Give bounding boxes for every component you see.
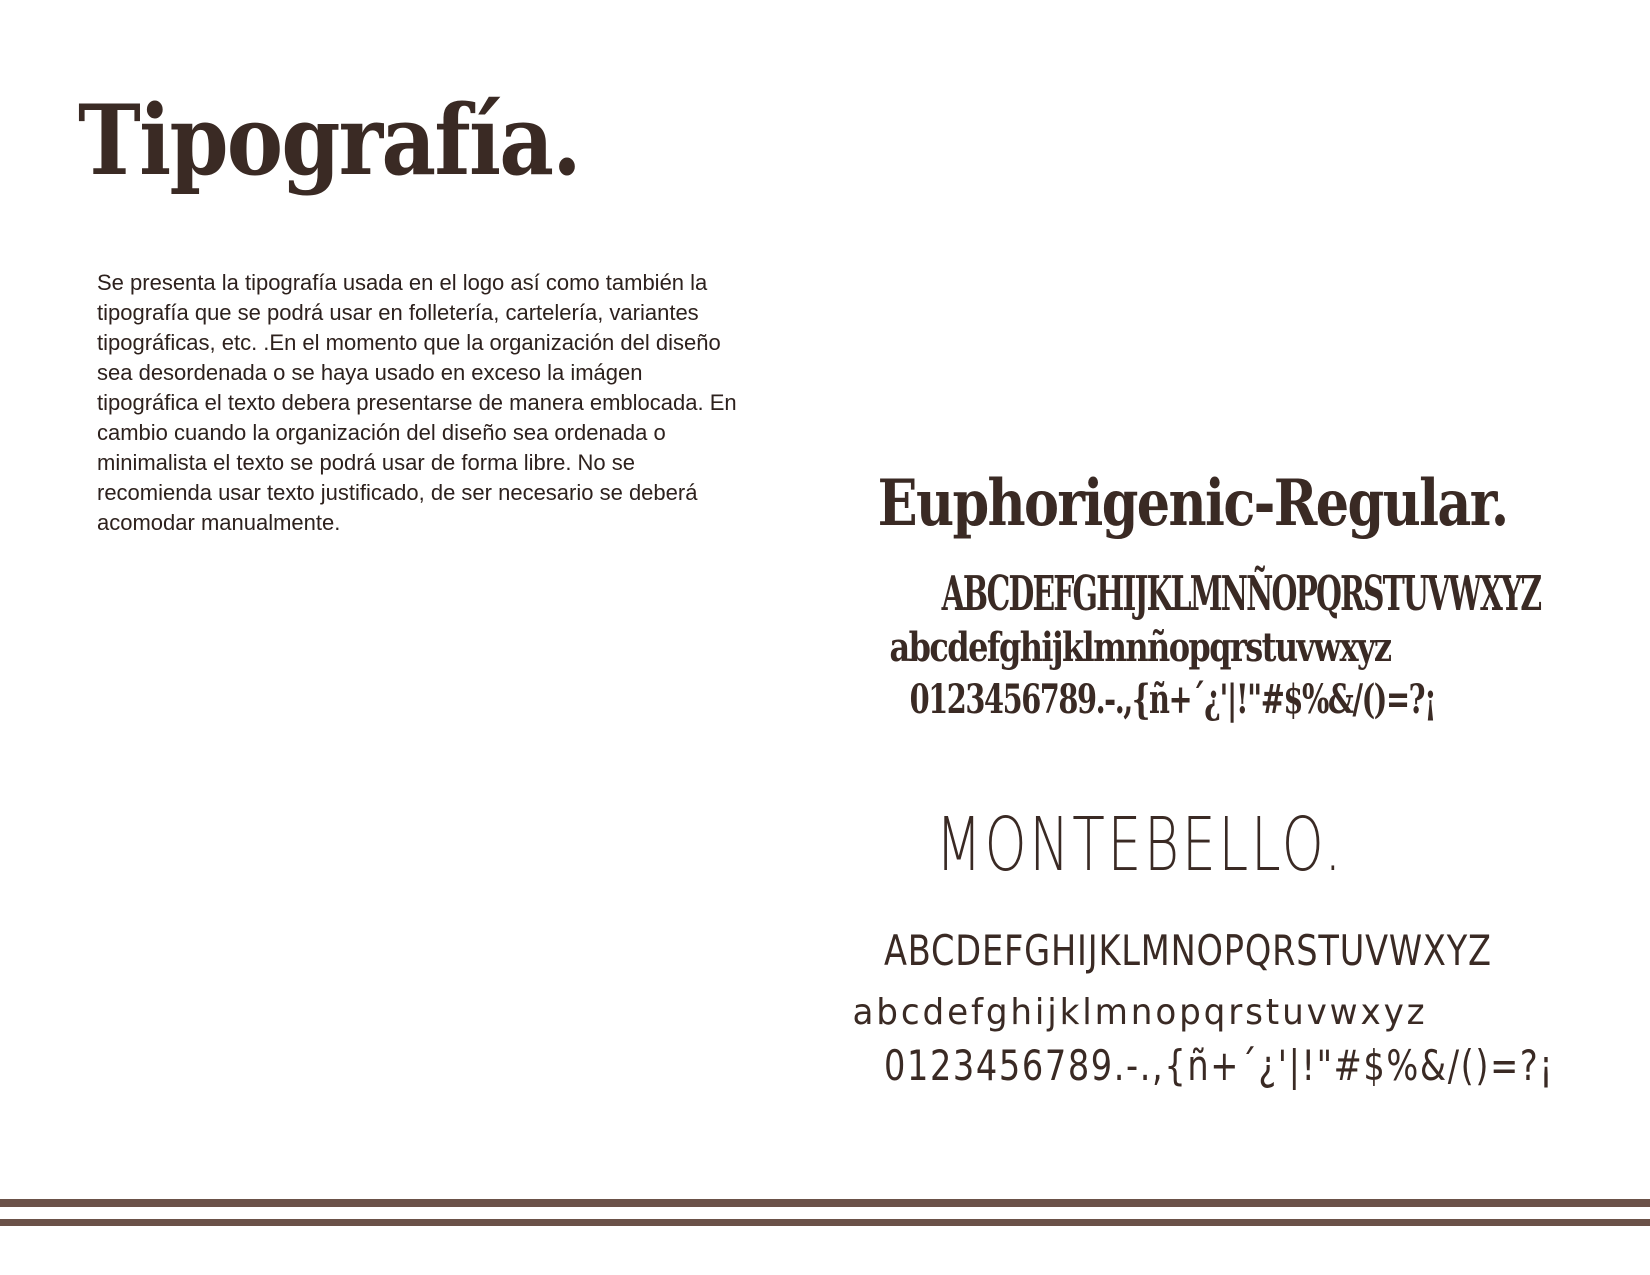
montebello-numbers-symbols: 0123456789.-.,{ñ+´¿'|!"#$%&/()=?¡ [884, 1041, 1555, 1090]
page-title: Tipografía. [78, 84, 580, 197]
euphorigenic-numbers-symbols: 0123456789.-.,{ñ+´¿'|!"#$%&/()=?¡ [909, 676, 1436, 723]
intro-paragraph: Se presenta la tipografía usada en el logo así como también la tipografía que se podrá usar en folletería, cartelería, variantes tipográficas, etc. .En el momento que la organización del diseño sea desordenada o se haya usado en exceso la imágen tipográfica el texto debera presentarse de manera emblocada. En cambio cuando la organización del diseño sea ordenada o minimalista el texto se podrá usar de forma libre. No se recomienda usar texto justificado, de ser necesario se deberá acomodar manualmente. [97, 270, 737, 535]
euphorigenic-lowercase: abcdefghijklmnñopqrstuvwxyz [889, 624, 1391, 671]
font-name-euphorigenic: Euphorigenic-Regular. [877, 466, 1508, 541]
euphorigenic-uppercase: ABCDEFGHIJKLMNÑOPQRSTUVWXYZ [941, 566, 1541, 622]
montebello-lowercase: abcdefghijklmnopqrstuvwxyz [852, 992, 1428, 1033]
font-name-montebello: MONTEBELLO. [935, 802, 1345, 888]
montebello-uppercase: ABCDEFGHIJKLMNOPQRSTUVWXYZ [884, 926, 1492, 975]
footer-rule-top [0, 1199, 1650, 1207]
footer-rule-bottom [0, 1219, 1650, 1226]
